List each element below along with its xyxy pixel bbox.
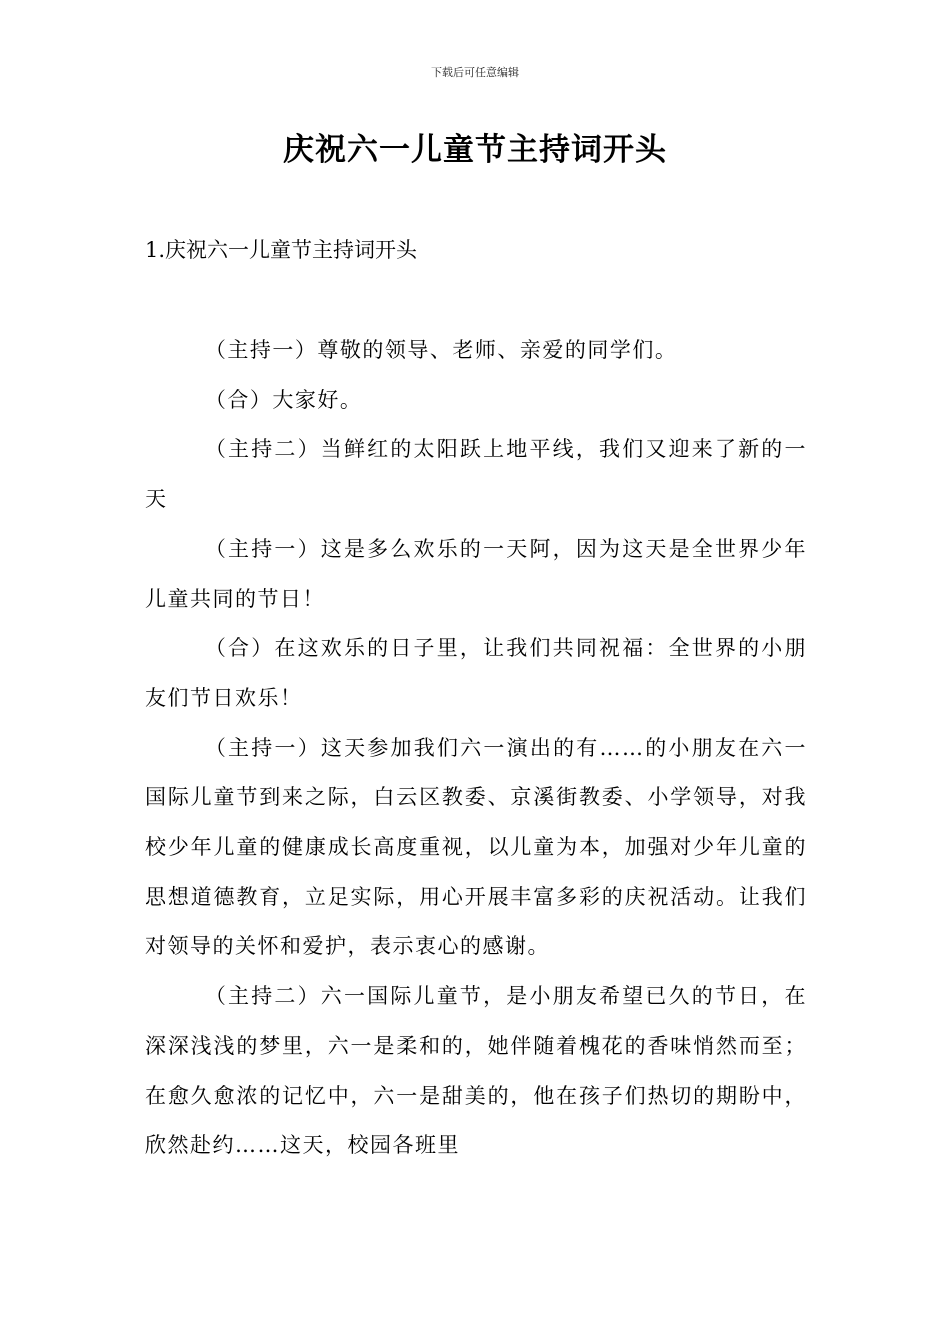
paragraph: （主持一）尊敬的领导、老师、亲爱的同学们。 <box>204 338 678 362</box>
paragraph: （主持二）当鲜红的太阳跃上地平线，我们又迎来了新的一天 <box>145 437 807 512</box>
document-title: 庆祝六一儿童节主持词开头 <box>283 132 667 168</box>
page-header-note: 下载后可任意编辑 <box>431 66 519 79</box>
section-heading: 1.庆祝六一儿童节主持词开头 <box>145 238 418 262</box>
paragraph: （合）在这欢乐的日子里，让我们共同祝福：全世界的小朋友们节日欢乐！ <box>145 636 807 710</box>
paragraph: （主持一）这是多么欢乐的一天阿，因为这天是全世界少年儿童共同的节日！ <box>145 536 807 611</box>
document-body <box>145 326 807 1171</box>
paragraph: （主持二）六一国际儿童节，是小朋友希望已久的节日，在深深浅浅的梦里，六一是柔和的，她伴随着槐花的香味悄然而至；在愈久愈浓的记忆中，六一是甜美的，他在孩子们热切的期盼中，欣然赴约……这天，校园各班里 <box>145 984 807 1158</box>
paragraph: （合）大家好。 <box>204 387 363 412</box>
paragraph: （主持一）这天参加我们六一演出的有……的小朋友在六一国际儿童节到来之际，白云区教委、京溪街教委、小学领导，对我校少年儿童的健康成长高度重视，以儿童为本，加强对少年儿童的思想道德教育，立足实际，用心开展丰富多彩的庆祝活动。让我们对领导的关怀和爱护，表示衷心的感谢。 <box>145 735 807 959</box>
